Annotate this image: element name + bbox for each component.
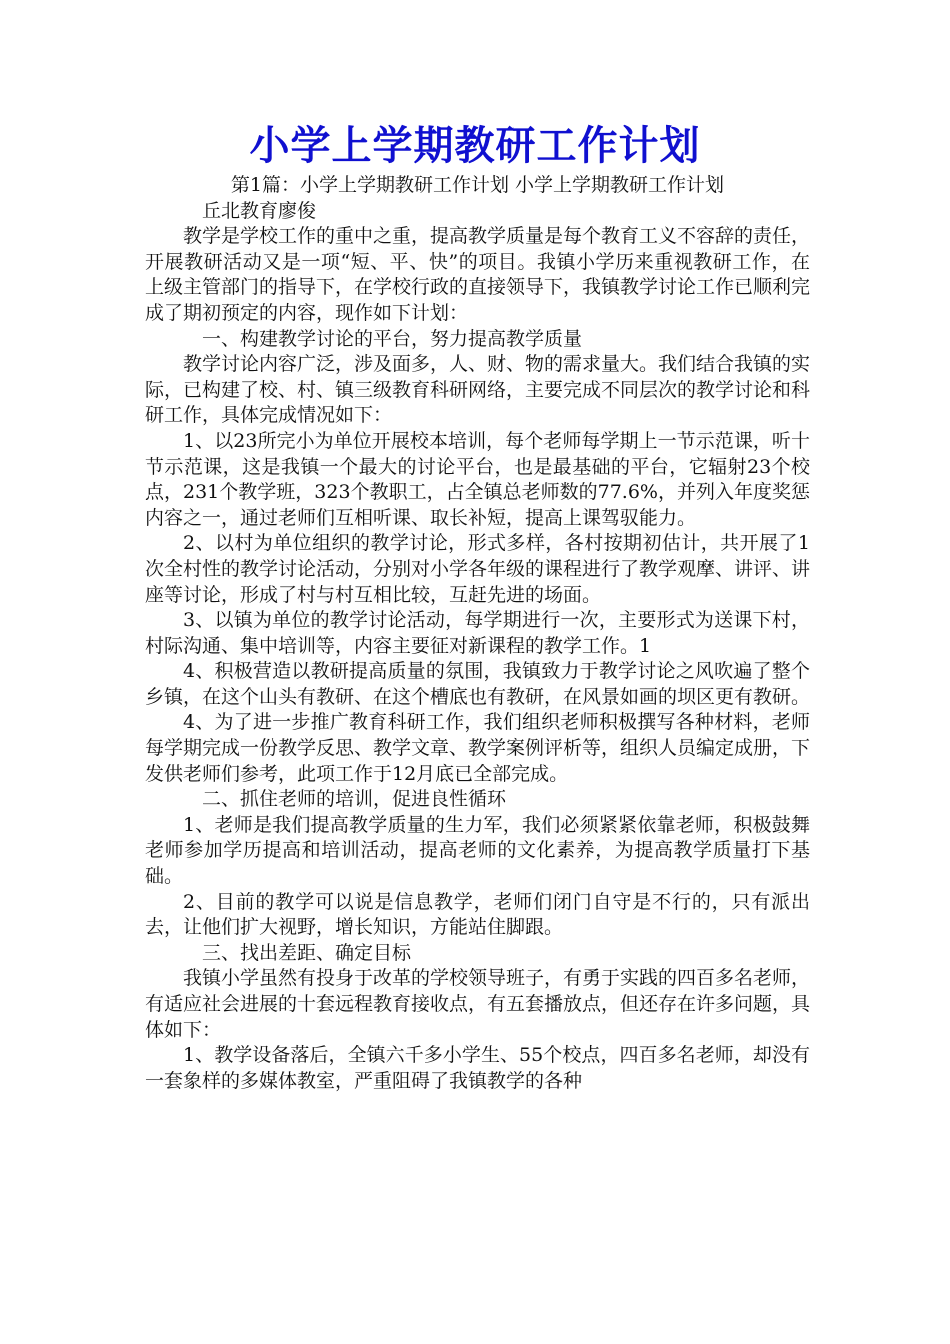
paragraph: 2、目前的教学可以说是信息教学，老师们闭门自守是不行的，只有派出去，让他们扩大视野，增长知识，方能站住脚跟。 [145,890,810,939]
section-heading-3: 三、找出差距、确定目标 [202,941,412,964]
paragraph: 2、以村为单位组织的教学讨论，形式多样，各村按期初估计，共开展了1次全村性的教学讨论活动，分别对小学各年级的课程进行了教学观摩、讲评、讲座等讨论，形成了村与村互相比较，互赶先进的场面。 [145,532,811,606]
paragraph: 1、老师是我们提高教学质量的生力军，我们必须紧紧依靠老师，积极鼓舞老师参加学历提高和培训活动，提高老师的文化素养，为提高教学质量打下基础。 [145,813,810,888]
paragraph-intro: 教学是学校工作的重中之重，提高教学质量是每个教育工义不容辞的责任，开展教研活动又是一项“短、平、快”的项目。我镇小学历来重视教研工作，在上级主管部门的指导下，在学校行政的直接领导下，我镇教学讨论工作已顺利完成了期初预定的内容，现作如下计划： [145,225,811,324]
subtitle-line: 第1篇：小学上学期教研工作计划 小学上学期教研工作计划 [230,174,725,196]
paragraph: 3、以镇为单位的教学讨论活动，每学期进行一次，主要形式为送课下村，村际沟通、集中培训等，内容主要征对新课程的教学工作。1 [145,609,810,657]
document-title: 小学上学期教研工作计划 [249,123,701,169]
document-body [145,173,810,1094]
author-line: 丘北教育廖俊 [202,199,317,222]
section-heading-2: 二、抓住老师的培训，促进良性循环 [202,788,507,811]
paragraph: 教学讨论内容广泛，涉及面多，人、财、物的需求量大。我们结合我镇的实际，已构建了校、村、镇三级教育科研网络，主要完成不同层次的教学讨论和科研工作，具体完成情况如下： [145,353,811,427]
paragraph: 4、为了进一步推广教育科研工作，我们组织老师积极撰写各种材料，老师每学期完成一份教学反思、教学文章、教学案例评析等，组织人员编定成册，下发供老师们参考，此项工作于12月底已全部完成。 [145,711,811,785]
paragraph: 4、积极营造以教研提高质量的氛围，我镇致力于教学讨论之风吹遍了整个乡镇，在这个山头有教研、在这个槽底也有教研，在风景如画的坝区更有教研。 [145,660,811,708]
paragraph: 1、教学设备落后，全镇六千多小学生、55个校点，四百多名老师，却没有一套象样的多媒体教室，严重阻碍了我镇教学的各种 [145,1044,810,1092]
paragraph: 1、以23所完小为单位开展校本培训，每个老师每学期上一节示范课，听十节示范课，这是我镇一个最大的讨论平台，也是最基础的平台，它辐射23个校点，231个教学班，323个教职工，占全镇总老师数的77.6%，并列入年度奖惩内容之一，通过老师们互相听课、取长补短，提高上课驾驭能力。 [145,429,810,529]
paragraph: 我镇小学虽然有投身于改革的学校领导班子，有勇于实践的四百多名老师，有适应社会进展的十套远程教育接收点，有五套播放点，但还存在许多问题，具体如下： [145,967,811,1041]
section-heading-1: 一、构建教学讨论的平台，努力提高教学质量 [202,327,583,350]
